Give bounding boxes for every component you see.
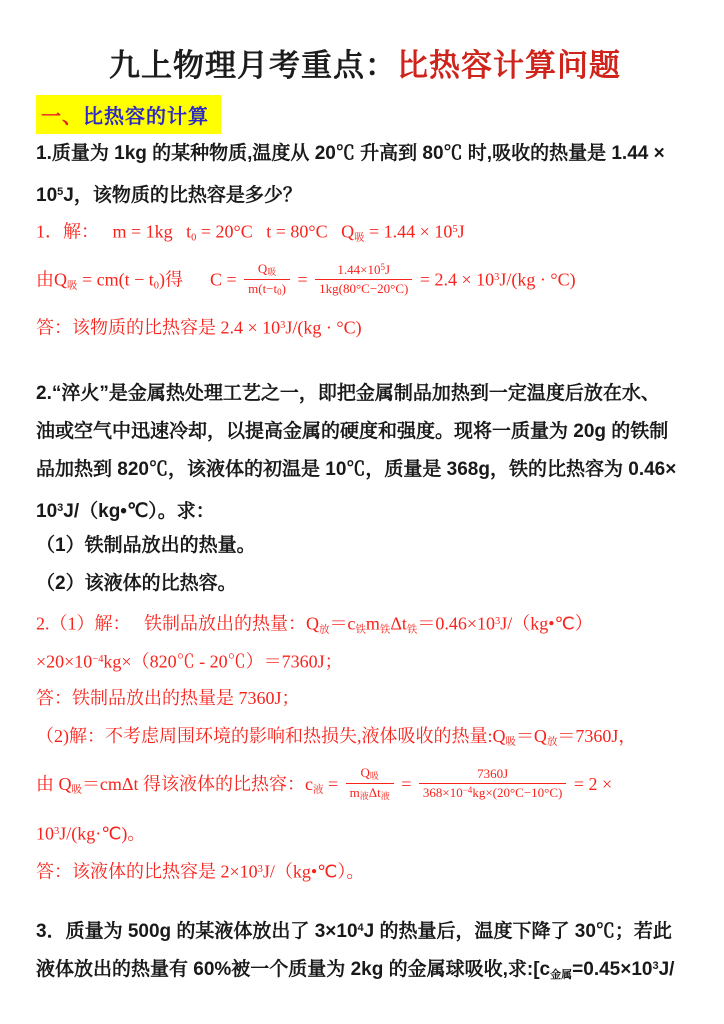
text-segment: 答：铁制品放出的热量是 7360J；	[36, 688, 300, 708]
text-segment: （2)解：不考虑周围环境的影响和热损失,液体吸收的热量:Q	[36, 726, 506, 746]
text-segment: 由Q	[36, 269, 67, 290]
subscript: 铁	[379, 624, 391, 636]
problem-2-line-3	[36, 451, 694, 489]
text-segment: 答：该液体的比热容是 2×10	[36, 861, 258, 882]
text-segment: 10	[36, 501, 58, 523]
subscript: 吸	[505, 736, 516, 748]
text-segment: J/（kg•℃）	[500, 613, 593, 634]
fraction-numerator	[315, 262, 412, 280]
fraction-denominator	[346, 784, 394, 802]
subscript: 吸	[354, 232, 365, 244]
superscript: 5	[57, 186, 64, 198]
fraction-numerator	[346, 765, 394, 784]
problem-2-line-4	[36, 489, 694, 527]
text-segment: ×20×10	[36, 651, 93, 672]
subscript: 吸	[267, 266, 277, 277]
section-heading-row	[36, 95, 694, 133]
text-segment: 油或空气中迅速冷却，以提高金属的硬度和强度。现将一质量为 20g 的铁制	[36, 421, 669, 442]
problem-2-question-2	[36, 565, 694, 603]
fraction-numerator	[244, 261, 290, 280]
text-segment: J	[385, 261, 391, 277]
subscript: 0	[277, 287, 282, 298]
text-segment: )	[281, 281, 286, 297]
subscript: 吸	[71, 784, 82, 796]
text-segment: ＝cmΔt 得该液体的比热容：c	[81, 774, 313, 794]
solution-2b-line-3	[36, 813, 694, 851]
text-segment: m	[365, 613, 380, 634]
subscript: 吸	[67, 280, 78, 292]
subscript: 放	[319, 624, 330, 636]
problem-3-line-2	[36, 947, 694, 985]
subscript: 金属	[550, 968, 573, 981]
subscript: 吸	[369, 771, 379, 782]
superscript: 3	[57, 502, 64, 514]
text-segment: J/（kg•℃）。	[262, 861, 365, 882]
solution-2b-answer	[36, 851, 694, 889]
problem-3-line-1	[36, 909, 694, 947]
section-heading-highlight	[36, 95, 221, 134]
fraction-denominator	[244, 280, 290, 298]
text-segment: J/(kg · °C)	[285, 317, 362, 338]
text-segment: J 的热量后，温度下降了 30℃；若此	[363, 921, 672, 943]
superscript: 3	[652, 960, 659, 972]
subscript: 铁	[355, 624, 366, 636]
text-segment: m(t−t	[248, 281, 278, 297]
text-segment: C =	[182, 269, 242, 290]
solution-2a-line-2	[36, 641, 694, 679]
text-segment: J/(kg · °C)	[499, 269, 576, 290]
text-segment: ＝Q	[515, 726, 547, 746]
text-segment: )得	[158, 269, 183, 290]
problem-2-line-1	[36, 375, 694, 413]
solution-1-line-1	[36, 211, 694, 249]
solution-2b-line-1	[36, 717, 694, 755]
solution-1-line-2	[36, 249, 694, 307]
text-segment: 1.质量为 1kg 的某种物质,温度从 20℃ 升高到 80℃ 时,吸收的热量是 1.44 ×	[36, 143, 665, 164]
text-segment: kg×（820℃ - 20℃）＝7360J；	[103, 651, 343, 672]
title-black-part: 九上物理月考重点：	[109, 48, 397, 83]
text-segment: kg×(20°C−10°C)	[472, 785, 563, 801]
text-segment: J，该物质的比热容是多少？	[63, 185, 302, 207]
text-segment: m	[349, 785, 360, 801]
text-segment: 由 Q	[36, 774, 72, 794]
fraction-numeric	[419, 766, 566, 802]
text-segment: （2）该液体的比热容。	[36, 573, 237, 594]
fraction-denominator: 1kg(80°C−20°C)	[319, 281, 409, 297]
subscript: 铁	[406, 624, 418, 636]
superscript: 3	[280, 320, 286, 331]
text-segment: = 2.4 × 10	[415, 269, 495, 290]
text-segment: 品加热到 820℃，该液体的初温是 10℃，质量是 368g，铁的比热容为 0.46×	[36, 459, 677, 480]
superscript: −4	[92, 654, 104, 665]
solution-1-answer	[36, 307, 694, 345]
solution-2b-line-2	[36, 755, 694, 813]
superscript: 3	[54, 826, 60, 837]
section-number: 一、	[41, 106, 83, 128]
text-segment: 答：该物质的比热容是 2.4 × 10	[36, 317, 281, 338]
superscript: 3	[257, 864, 263, 875]
text-segment: 368×10	[422, 785, 463, 801]
subscript: 液	[380, 791, 390, 802]
text-segment: 10	[36, 185, 58, 207]
solution-2a-answer	[36, 679, 694, 717]
text-segment: 2.“淬火”是金属热处理工艺之一，即把金属制品加热到一定温度后放在水、	[36, 383, 660, 404]
page-title	[36, 40, 694, 85]
text-segment: = 1.44 × 10	[364, 221, 453, 242]
text-segment: = cm(t − t	[77, 269, 154, 290]
fraction-numerator: 7360J	[419, 766, 566, 784]
superscript: 4	[357, 922, 364, 934]
subscript: 液	[359, 791, 369, 802]
text-segment: =0.45×10	[572, 959, 653, 981]
text-segment: 3．质量为 500g 的某液体放出了 3×10	[36, 921, 358, 943]
subscript: 0	[191, 232, 197, 244]
text-segment: 10	[36, 823, 54, 844]
superscript: 5	[452, 224, 458, 235]
text-segment: J/	[658, 959, 675, 981]
superscript: 5	[380, 261, 385, 272]
fraction-symbolic	[244, 261, 290, 299]
subscript: 放	[546, 736, 558, 748]
problem-1-line-2	[36, 173, 694, 211]
superscript: −4	[462, 785, 473, 796]
text-segment: 2.（1）解： 铁制品放出的热量：Q	[36, 613, 319, 634]
subscript: 0	[153, 280, 159, 292]
text-segment: = 2 ×	[569, 774, 613, 794]
text-segment: ＝c	[329, 613, 356, 634]
solution-2a-line-1	[36, 603, 694, 641]
problem-1-line-1	[36, 135, 694, 173]
text-segment: J/(kg·℃)。	[59, 823, 146, 844]
text-segment: ＝7360J，	[557, 726, 637, 746]
fraction-denominator	[419, 784, 566, 801]
text-segment: Q	[360, 765, 370, 781]
text-segment: =	[323, 774, 343, 794]
text-segment: ＝0.46×10	[417, 613, 495, 634]
subscript: 液	[313, 784, 324, 796]
text-segment: Q	[257, 260, 268, 276]
fraction-symbolic	[346, 765, 394, 803]
superscript: 3	[495, 616, 501, 627]
title-red-part: 比热容计算问题	[397, 48, 621, 83]
text-segment: 1.44×10	[337, 261, 381, 277]
superscript: 3	[494, 272, 500, 283]
problem-2-question-1	[36, 527, 694, 565]
text-segment: J	[457, 221, 465, 242]
text-segment: =	[396, 774, 416, 794]
text-segment: Δt	[390, 613, 407, 634]
text-segment: Δt	[368, 785, 381, 801]
fraction-numeric	[315, 262, 412, 298]
text-segment: =	[292, 269, 313, 290]
text-segment: 1．解： m = 1kg t	[36, 221, 192, 242]
text-segment: J/（kg•℃）。求：	[63, 501, 215, 523]
text-segment: = 20°C t = 80°C Q	[196, 221, 355, 242]
problem-2-line-2	[36, 413, 694, 451]
text-segment: 液体放出的热量有 60%被一个质量为 2kg 的金属球吸收,求:[c	[36, 959, 551, 981]
text-segment: （1）铁制品放出的热量。	[36, 535, 256, 556]
section-label: 比热容的计算	[83, 106, 209, 128]
